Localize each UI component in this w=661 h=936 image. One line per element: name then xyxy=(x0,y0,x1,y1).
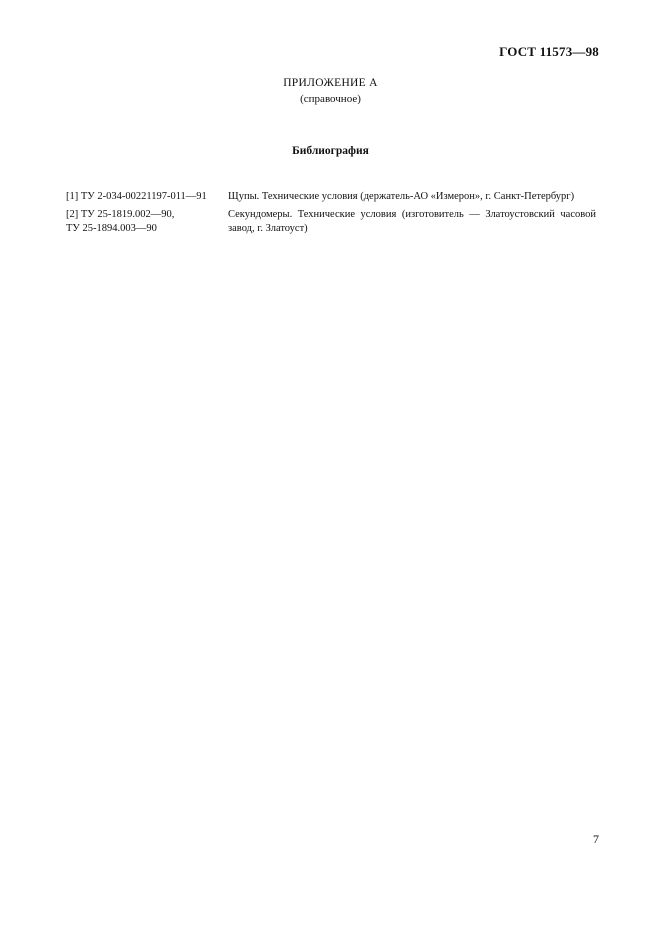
reference-line: ТУ 25-1894.003—90 xyxy=(66,223,157,234)
reference-line: [2] ТУ 25-1819.002—90, xyxy=(66,209,175,220)
bibliography-title: Библиография xyxy=(292,145,369,157)
appendix-title: ПРИЛОЖЕНИЕ А xyxy=(283,77,378,89)
bibliography-entry-2 xyxy=(66,208,596,236)
bibliography-description: Секундомеры. Технические условия (изготовитель — Златоустовский часовой завод, г. Златоуст) xyxy=(228,209,596,234)
appendix-subtitle: (справочное) xyxy=(300,93,361,105)
standard-code: ГОСТ 11573—98 xyxy=(499,44,599,59)
reference-line: [1] ТУ 2-034-00221197-011—91 xyxy=(66,191,207,202)
bibliography-reference xyxy=(66,190,228,204)
bibliography-list xyxy=(66,190,596,240)
bibliography-reference xyxy=(66,208,228,236)
page-number: 7 xyxy=(593,832,599,846)
bibliography-description: Щупы. Технические условия (держатель-АО «Измерон», г. Санкт-Петербург) xyxy=(228,191,575,202)
bibliography-entry-1 xyxy=(66,190,596,204)
